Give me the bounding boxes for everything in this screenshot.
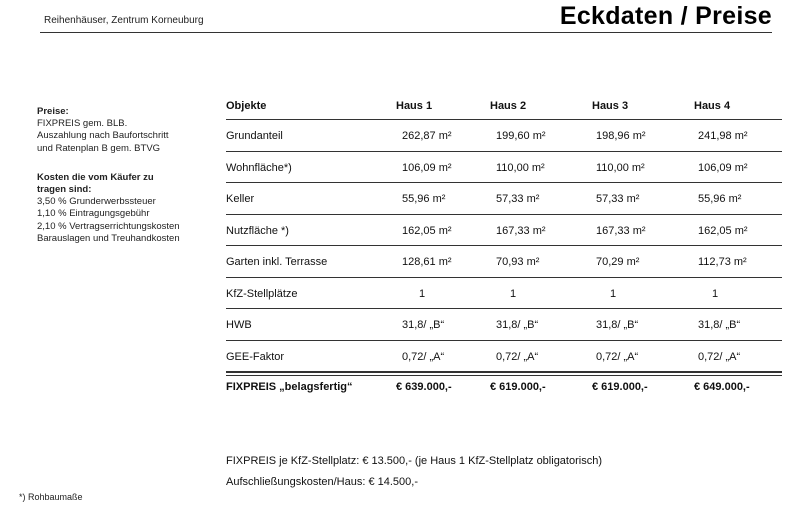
table-cell: 162,05 m² xyxy=(402,224,452,237)
row-label: Keller xyxy=(226,193,255,205)
sidebar-notes xyxy=(37,106,217,245)
table-row xyxy=(226,341,782,373)
table-cell: 241,98 m² xyxy=(698,130,748,142)
table-cell: 70,29 m² xyxy=(596,256,640,268)
table-cell: 55,96 m² xyxy=(698,193,742,205)
table-cell: 167,33 m² xyxy=(496,224,546,237)
table-row xyxy=(226,246,782,278)
key-data-table xyxy=(226,93,782,402)
column-header-objekte: Objekte xyxy=(226,100,267,112)
table-cell: 162,05 m² xyxy=(698,224,748,237)
row-label: KfZ-Stellplätze xyxy=(226,287,298,300)
table-cell: 106,09 m² xyxy=(402,161,452,174)
table-row xyxy=(226,120,782,152)
price-cell-haus-4: € 649.000,- xyxy=(694,381,750,393)
table-row xyxy=(226,183,782,215)
column-header-haus-4: Haus 4 xyxy=(694,100,731,112)
column-header-haus-1: Haus 1 xyxy=(396,100,433,112)
connection-costs-line: Aufschließungskosten/Haus: € 14.500,- xyxy=(226,476,419,488)
table-cell: 1 xyxy=(610,287,617,300)
table-cell: 1 xyxy=(419,287,426,300)
table-cell: 31,8/ „B“ xyxy=(698,319,741,331)
row-label: Nutzfläche *) xyxy=(226,224,289,237)
title-divider xyxy=(40,32,772,33)
table-cell: 0,72/ „A“ xyxy=(496,350,539,363)
footnote: *) Rohbaumaße xyxy=(19,492,83,502)
table-row xyxy=(226,215,782,247)
table-cell: 262,87 m² xyxy=(402,130,452,142)
table-cell: 31,8/ „B“ xyxy=(402,319,445,331)
table-cell: 31,8/ „B“ xyxy=(496,319,539,331)
table-cell: 31,8/ „B“ xyxy=(596,319,639,331)
prices-line: und Ratenplan B gem. BTVG xyxy=(37,142,161,154)
costs-line: 1,10 % Eintragungsgebühr xyxy=(37,208,150,220)
prices-line: Auszahlung nach Baufortschritt xyxy=(37,130,169,142)
table-cell: 0,72/ „A“ xyxy=(698,350,741,363)
table-row xyxy=(226,278,782,310)
table-cell: 0,72/ „A“ xyxy=(402,350,445,363)
table-header-row xyxy=(226,93,782,120)
parking-price-line: FIXPREIS je KfZ-Stellplatz: € 13.500,- (je Haus 1 KfZ-Stellplatz obligatorisch) xyxy=(226,455,602,467)
table-cell: 57,33 m² xyxy=(496,193,540,205)
table-cell: 110,00 m² xyxy=(596,161,645,174)
additional-costs xyxy=(226,451,602,493)
table-cell: 199,60 m² xyxy=(496,130,546,142)
table-cell: 167,33 m² xyxy=(596,224,646,237)
price-row-label: FIXPREIS „belagsfertig“ xyxy=(226,381,353,393)
costs-line: Barauslagen und Treuhandkosten xyxy=(37,232,180,244)
table-cell: 55,96 m² xyxy=(402,193,446,205)
costs-line: 2,10 % Vertragserrichtungskosten xyxy=(37,220,180,232)
price-cell-haus-2: € 619.000,- xyxy=(490,381,546,393)
price-row xyxy=(226,372,782,402)
page-subtitle: Reihenhäuser, Zentrum Korneuburg xyxy=(44,15,204,26)
costs-heading: tragen sind: xyxy=(37,184,92,196)
costs-heading: Kosten die vom Käufer zu xyxy=(37,171,154,183)
price-cell-haus-3: € 619.000,- xyxy=(592,381,648,393)
table-cell: 198,96 m² xyxy=(596,130,646,142)
table-cell: 57,33 m² xyxy=(596,193,640,205)
table-cell: 106,09 m² xyxy=(698,161,748,174)
prices-heading: Preise: xyxy=(37,106,69,117)
table-cell: 1 xyxy=(510,287,517,300)
table-row xyxy=(226,152,782,184)
column-header-haus-3: Haus 3 xyxy=(592,100,629,112)
prices-line: FIXPREIS gem. BLB. xyxy=(37,118,128,130)
table-cell: 70,93 m² xyxy=(496,256,540,268)
table-cell: 110,00 m² xyxy=(496,161,545,174)
row-label: Wohnfläche*) xyxy=(226,161,292,174)
table-row xyxy=(226,309,782,341)
table-cell: 112,73 m² xyxy=(698,256,747,268)
page-title: Eckdaten / Preise xyxy=(559,2,772,30)
row-label: GEE-Faktor xyxy=(226,350,285,363)
row-label: Grundanteil xyxy=(226,130,283,142)
table-cell: 128,61 m² xyxy=(402,256,452,268)
row-label: Garten inkl. Terrasse xyxy=(226,256,328,268)
table-cell: 1 xyxy=(712,287,719,300)
row-label: HWB xyxy=(226,319,252,331)
table-cell: 0,72/ „A“ xyxy=(596,350,639,363)
column-header-haus-2: Haus 2 xyxy=(490,100,527,112)
costs-line: 3,50 % Grunderwerbssteuer xyxy=(37,196,156,208)
price-cell-haus-1: € 639.000,- xyxy=(396,381,452,393)
